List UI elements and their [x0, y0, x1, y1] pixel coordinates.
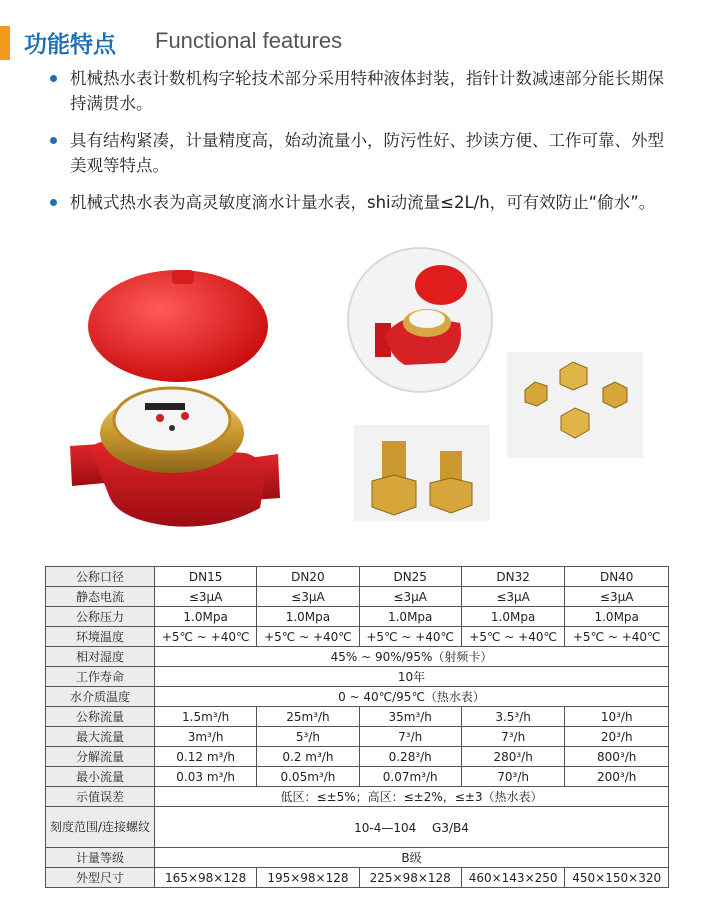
row-label: 环境温度 [46, 627, 155, 647]
table-row [46, 627, 669, 647]
table-cell: 195×98×128 [257, 868, 359, 888]
table-cell: 225×98×128 [359, 868, 461, 888]
table-row [46, 747, 669, 767]
table-cell: 0.28³/h [359, 747, 461, 767]
table-row [46, 707, 669, 727]
table-cell: 5³/h [257, 727, 359, 747]
row-label: 工作寿命 [46, 667, 155, 687]
bullet-icon [50, 75, 57, 82]
table-cell: 3m³/h [155, 727, 257, 747]
meter-closeup-photo [345, 245, 495, 395]
table-cell: 70³/h [461, 767, 565, 787]
feature-item [50, 128, 670, 178]
model-cell: DN32 [461, 567, 565, 587]
feature-item [50, 66, 670, 116]
feature-list [50, 66, 670, 227]
table-cell: 0.12 m³/h [155, 747, 257, 767]
table-cell: +5℃ ~ +40℃ [155, 627, 257, 647]
table-row [46, 667, 669, 687]
table-cell: 1.5m³/h [155, 707, 257, 727]
row-label: 示值误差 [46, 787, 155, 807]
table-row [46, 607, 669, 627]
table-cell: 460×143×250 [461, 868, 565, 888]
table-cell: ≤3μA [461, 587, 565, 607]
table-cell: 450×150×320 [565, 868, 669, 888]
table-row [46, 868, 669, 888]
row-label: 公称流量 [46, 707, 155, 727]
table-cell: 3.5³/h [461, 707, 565, 727]
section-header [0, 22, 715, 62]
table-cell: 200³/h [565, 767, 669, 787]
merged-cell: 10-4—104 G3/B4 [155, 807, 669, 848]
spec-table [45, 566, 669, 888]
table-row [46, 727, 669, 747]
table-cell: ≤3μA [155, 587, 257, 607]
table-cell: 1.0Mpa [461, 607, 565, 627]
row-label: 水介质温度 [46, 687, 155, 707]
table-header-row [46, 567, 669, 587]
table-cell: +5℃ ~ +40℃ [461, 627, 565, 647]
table-row [46, 787, 669, 807]
table-row [46, 687, 669, 707]
row-label: 最小流量 [46, 767, 155, 787]
table-cell: 10³/h [565, 707, 669, 727]
table-cell: 800³/h [565, 747, 669, 767]
merged-cell: 45% ~ 90%/95%（射频卡） [155, 647, 669, 667]
table-cell: 1.0Mpa [155, 607, 257, 627]
table-row [46, 647, 669, 667]
model-cell: DN40 [565, 567, 669, 587]
row-label: 外型尺寸 [46, 868, 155, 888]
brass-nuts-photo [505, 350, 645, 460]
feature-text: 具有结构紧凑，计量精度高，始动流量小，防污性好、抄读方便、工作可靠、外型美观等特点。 [70, 131, 664, 175]
row-label: 公称压力 [46, 607, 155, 627]
table-row [46, 807, 669, 848]
row-label: 公称口径 [46, 567, 155, 587]
table-cell: 0.2 m³/h [257, 747, 359, 767]
table-row [46, 587, 669, 607]
model-cell: DN15 [155, 567, 257, 587]
row-label: 静态电流 [46, 587, 155, 607]
feature-item [50, 190, 670, 215]
section-title-en: Functional features [155, 28, 343, 53]
row-label: 相对湿度 [46, 647, 155, 667]
table-cell: 1.0Mpa [359, 607, 461, 627]
row-label: 分解流量 [46, 747, 155, 767]
table-cell: ≤3μA [565, 587, 669, 607]
bullet-icon [50, 199, 57, 206]
table-cell: 25m³/h [257, 707, 359, 727]
feature-text: 机械式热水表为高灵敏度滴水计量水表，shi动流量≤2L/h，可有效防止“偷水”。 [70, 193, 656, 212]
table-cell: ≤3μA [257, 587, 359, 607]
brass-fittings-photo [352, 423, 492, 523]
accent-bar [0, 26, 10, 60]
table-cell: 35m³/h [359, 707, 461, 727]
row-label: 最大流量 [46, 727, 155, 747]
table-cell: 1.0Mpa [257, 607, 359, 627]
section-title-zh: 功能特点 [24, 32, 116, 58]
merged-cell: 0 ~ 40℃/95℃（热水表） [155, 687, 669, 707]
merged-cell: 10年 [155, 667, 669, 687]
row-label: 刻度范围/连接螺纹 [46, 807, 155, 848]
bullet-icon [50, 137, 57, 144]
table-cell: ≤3μA [359, 587, 461, 607]
table-row [46, 767, 669, 787]
table-cell: +5℃ ~ +40℃ [359, 627, 461, 647]
row-label: 计量等级 [46, 848, 155, 868]
table-cell: 165×98×128 [155, 868, 257, 888]
merged-cell: B级 [155, 848, 669, 868]
table-cell: +5℃ ~ +40℃ [565, 627, 669, 647]
table-cell: 20³/h [565, 727, 669, 747]
table-cell: 0.05m³/h [257, 767, 359, 787]
feature-text: 机械热水表计数机构字轮技术部分采用特种液体封装，指针计数减速部分能长期保持满贯水。 [70, 69, 664, 113]
water-meter-photo [60, 268, 290, 530]
table-cell: 0.07m³/h [359, 767, 461, 787]
table-cell: +5℃ ~ +40℃ [257, 627, 359, 647]
table-cell: 280³/h [461, 747, 565, 767]
table-row [46, 848, 669, 868]
model-cell: DN25 [359, 567, 461, 587]
model-cell: DN20 [257, 567, 359, 587]
table-cell: 7³/h [359, 727, 461, 747]
table-cell: 7³/h [461, 727, 565, 747]
table-cell: 0.03 m³/h [155, 767, 257, 787]
merged-cell: 低区：≤±5%；高区：≤±2%，≤±3（热水表） [155, 787, 669, 807]
table-cell: 1.0Mpa [565, 607, 669, 627]
